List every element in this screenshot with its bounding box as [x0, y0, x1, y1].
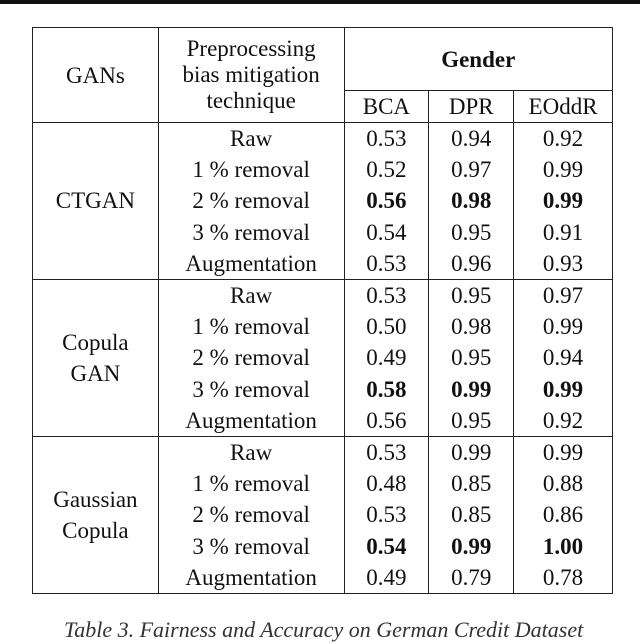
eoddr-value: 0.97 [514, 279, 613, 311]
bca-value: 0.49 [344, 342, 429, 373]
dpr-value: 0.99 [429, 436, 514, 468]
dpr-value: 0.96 [429, 248, 514, 280]
header-row [33, 28, 613, 91]
gan-name-line1: CTGAN [55, 188, 135, 214]
technique-cell: 3 % removal [158, 374, 344, 405]
eoddr-value: 0.93 [514, 248, 613, 280]
gan-name-cell [33, 279, 159, 436]
gan-name-cell [33, 436, 159, 593]
table-row [33, 123, 613, 155]
table-caption: Table 3. Fairness and Accuracy on German Credit Dataset [64, 617, 584, 642]
technique-header [158, 28, 344, 123]
eoddr-value: 0.99 [514, 154, 613, 185]
technique-cell: 2 % removal [158, 342, 344, 373]
dpr-value: 0.98 [429, 185, 514, 216]
eoddr-value: 0.99 [514, 374, 613, 405]
bca-value: 0.52 [344, 154, 429, 185]
eoddr-value: 1.00 [514, 530, 613, 561]
technique-cell: 1 % removal [158, 311, 344, 342]
gans-header [33, 28, 159, 123]
technique-cell: Augmentation [158, 248, 344, 280]
top-rule [0, 0, 640, 4]
technique-header-line3: technique [206, 87, 296, 113]
metric-header-bca: BCA [344, 91, 429, 123]
metric-header-eoddr: EOddR [514, 91, 613, 123]
dpr-value: 0.95 [429, 342, 514, 373]
bca-value: 0.53 [344, 279, 429, 311]
eoddr-value: 0.99 [514, 436, 613, 468]
gan-name-line2: GAN [70, 360, 121, 386]
technique-cell: Augmentation [158, 405, 344, 437]
gan-name-cell [33, 123, 159, 280]
technique-cell: 2 % removal [158, 499, 344, 530]
eoddr-value: 0.88 [514, 468, 613, 499]
gan-name-line2: Copula [62, 517, 129, 543]
eoddr-value: 0.94 [514, 342, 613, 373]
technique-cell: Raw [158, 436, 344, 468]
results-table [32, 27, 613, 594]
table-row [33, 279, 613, 311]
bca-value: 0.48 [344, 468, 429, 499]
eoddr-value: 0.99 [514, 185, 613, 216]
technique-cell: Augmentation [158, 562, 344, 594]
eoddr-value: 0.91 [514, 217, 613, 248]
dpr-value: 0.95 [429, 405, 514, 437]
bca-value: 0.54 [344, 217, 429, 248]
technique-cell: 1 % removal [158, 468, 344, 499]
bca-value: 0.56 [344, 405, 429, 437]
technique-header-line1: Preprocessing [186, 36, 316, 62]
bca-value: 0.54 [344, 530, 429, 561]
technique-cell: 3 % removal [158, 530, 344, 561]
technique-cell: 1 % removal [158, 154, 344, 185]
bca-value: 0.56 [344, 185, 429, 216]
bca-value: 0.53 [344, 123, 429, 155]
bca-value: 0.50 [344, 311, 429, 342]
dpr-value: 0.85 [429, 468, 514, 499]
bca-value: 0.58 [344, 374, 429, 405]
eoddr-value: 0.86 [514, 499, 613, 530]
technique-cell: Raw [158, 279, 344, 311]
technique-cell: 2 % removal [158, 185, 344, 216]
dpr-value: 0.95 [429, 279, 514, 311]
dpr-value: 0.94 [429, 123, 514, 155]
eoddr-value: 0.78 [514, 562, 613, 594]
dpr-value: 0.99 [429, 530, 514, 561]
technique-header-line2: bias mitigation [182, 62, 320, 88]
bca-value: 0.53 [344, 499, 429, 530]
metric-header-dpr: DPR [429, 91, 514, 123]
eoddr-value: 0.92 [514, 405, 613, 437]
technique-cell: 3 % removal [158, 217, 344, 248]
eoddr-value: 0.92 [514, 123, 613, 155]
dpr-value: 0.99 [429, 374, 514, 405]
table-row [33, 436, 613, 468]
dpr-value: 0.98 [429, 311, 514, 342]
dpr-value: 0.79 [429, 562, 514, 594]
dpr-value: 0.85 [429, 499, 514, 530]
gender-group-header: Gender [344, 28, 613, 91]
dpr-value: 0.97 [429, 154, 514, 185]
bca-value: 0.53 [344, 436, 429, 468]
dpr-value: 0.95 [429, 217, 514, 248]
gan-name-line1: Copula [62, 329, 129, 355]
bca-value: 0.53 [344, 248, 429, 280]
technique-cell: Raw [158, 123, 344, 155]
gans-header-text: GANs [66, 62, 125, 88]
gan-name-line1: Gaussian [53, 486, 138, 512]
bca-value: 0.49 [344, 562, 429, 594]
eoddr-value: 0.99 [514, 311, 613, 342]
